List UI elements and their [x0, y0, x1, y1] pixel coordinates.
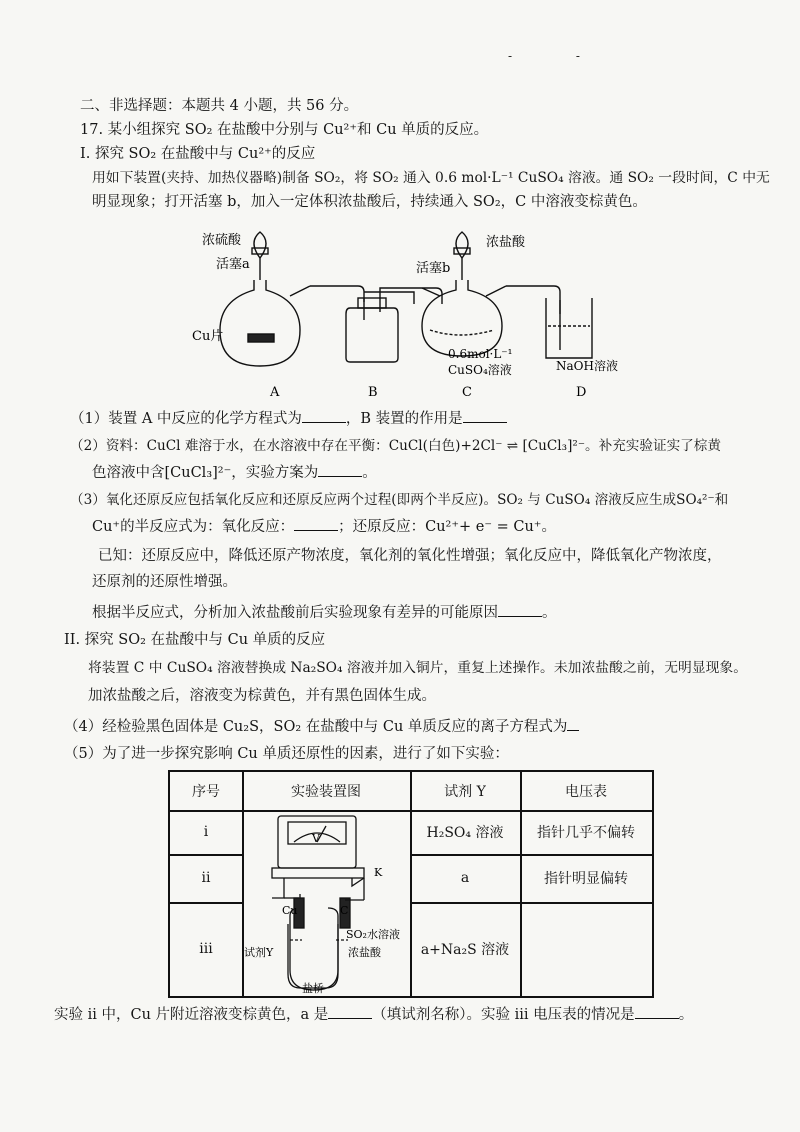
header-marks: - -	[508, 49, 610, 63]
device-d-beaker	[546, 298, 592, 358]
question-2-cont: 色溶液中含[CuCl₃]²⁻，实验方案为 。	[92, 462, 377, 483]
row-voltmeter	[520, 902, 652, 996]
label-k: K	[374, 866, 383, 879]
label-cuso4-conc: 0.6mol·L⁻¹	[448, 347, 513, 361]
label-conc-h2so4: 浓硫酸	[202, 233, 242, 248]
device-name-b: B	[368, 385, 378, 400]
question-3-known: 已知：还原反应中，降低还原产物浓度，氧化剂的氧化性增强；氧化反应中，降低氧化产物浓度，	[98, 548, 722, 564]
section-title: 二、非选择题：本题共 4 小题，共 56 分。	[80, 98, 359, 114]
answer-blank[interactable]	[328, 1004, 372, 1019]
row-voltmeter: 指针几乎不偏转	[537, 825, 635, 841]
apparatus-figure	[190, 212, 650, 402]
row-reagent: a	[460, 870, 470, 886]
label-valve-a: 活塞a	[216, 257, 250, 272]
answer-blank[interactable]	[498, 602, 542, 617]
part-1-title: I. 探究 SO₂ 在盐酸中与 Cu²⁺的反应	[80, 146, 316, 162]
device-b-bottle	[346, 298, 398, 362]
header-no: 序号	[192, 784, 220, 800]
answer-blank[interactable]	[463, 408, 507, 423]
question-17: 17. 某小组探究 SO₂ 在盐酸中分别与 Cu²⁺和 Cu 单质的反应。	[80, 122, 489, 138]
label-reagent-y: 试剂Y	[244, 946, 274, 959]
label-valve-b: 活塞b	[416, 261, 451, 276]
experiment-table	[168, 770, 654, 998]
question-5: （5）为了进一步探究影响 Cu 单质还原性的因素，进行了如下实验：	[64, 746, 509, 762]
part-2-title: II. 探究 SO₂ 在盐酸中与 Cu 单质的反应	[64, 632, 326, 648]
question-3: （3）氧化还原反应包括氧化反应和还原反应两个过程(即两个半反应)。SO₂ 与 CuSO₄ 溶液反应生成SO₄²⁻和	[70, 492, 729, 508]
question-1: （1）装置 A 中反应的化学方程式为 ，B 装置的作用是	[70, 408, 507, 429]
answer-blank[interactable]	[318, 462, 362, 477]
part-2-text: 加浓盐酸之后，溶液变为棕黄色，并有黑色固体生成。	[88, 688, 436, 704]
label-naoh: NaOH溶液	[556, 359, 618, 373]
answer-blank[interactable]	[567, 716, 579, 731]
label-cu: Cu	[282, 904, 298, 917]
label-conc-hcl: 浓盐酸	[486, 235, 526, 250]
header-voltmeter: 电压表	[565, 784, 607, 800]
label-cuso4: CuSO₄溶液	[448, 363, 512, 377]
device-a-flask	[220, 232, 310, 366]
answer-blank[interactable]	[635, 1004, 679, 1019]
row-no: iii	[199, 941, 213, 957]
row-reagent: a+Na₂S 溶液	[420, 942, 510, 958]
galvanic-cell-diagram	[242, 810, 410, 996]
row-no: ii	[201, 870, 211, 886]
label-cu-piece: Cu片	[192, 329, 224, 344]
label-v: V	[312, 832, 320, 845]
question-3-ask: 根据半反应式，分析加入浓盐酸前后实验现象有差异的可能原因 。	[92, 602, 557, 623]
row-no: i	[203, 824, 209, 840]
question-3-half-reactions: Cu⁺的半反应式为：氧化反应： ；还原反应：Cu²⁺+ e⁻ = Cu⁺。	[92, 516, 556, 537]
header-reagent: 试剂 Y	[444, 784, 486, 800]
label-c: C	[340, 904, 349, 917]
question-2: （2）资料：CuCl 难溶于水，在水溶液中存在平衡：CuCl(白色)+2Cl⁻ ⇌ [CuCl₃]²⁻。补充实验证实了棕黄	[70, 438, 721, 454]
part-1-text: 用如下装置(夹持、加热仪器略)制备 SO₂，将 SO₂ 通入 0.6 mol·L⁻¹ CuSO₄ 溶液。通 SO₂ 一段时间，C 中无	[92, 170, 770, 186]
header-apparatus: 实验装置图	[291, 784, 361, 800]
device-name-c: C	[462, 385, 472, 400]
label-salt-bridge: 盐桥	[302, 982, 324, 995]
device-name-a: A	[270, 385, 280, 400]
label-so2-water: SO₂水溶液	[346, 928, 400, 941]
device-c-flask	[422, 232, 506, 356]
device-name-d: D	[576, 385, 587, 400]
label-conc-hcl: 浓盐酸	[348, 946, 381, 959]
answer-blank[interactable]	[294, 516, 338, 531]
part-2-text: 将装置 C 中 CuSO₄ 溶液替换成 Na₂SO₄ 溶液并加入铜片，重复上述操作。未加浓盐酸之前，无明显现象。	[88, 660, 748, 676]
row-reagent: H₂SO₄ 溶液	[426, 825, 504, 841]
final-question: 实验 ii 中，Cu 片附近溶液变棕黄色，a 是 （填试剂名称）。实验 iii 电压表的情况是 。	[54, 1004, 693, 1025]
answer-blank[interactable]	[302, 408, 346, 423]
row-voltmeter: 指针明显偏转	[544, 871, 628, 887]
question-4: （4）经检验黑色固体是 Cu₂S，SO₂ 在盐酸中与 Cu 单质反应的离子方程式为	[64, 716, 579, 737]
part-1-text: 明显现象；打开活塞 b，加入一定体积浓盐酸后，持续通入 SO₂，C 中溶液变棕黄色。	[92, 194, 647, 210]
question-3-known-cont: 还原剂的还原性增强。	[92, 574, 237, 590]
